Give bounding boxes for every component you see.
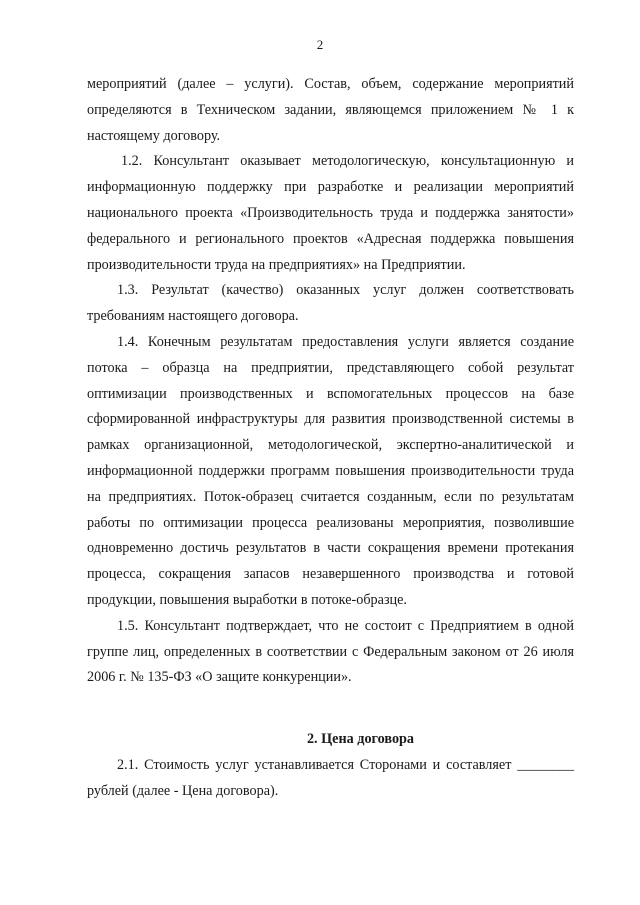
paragraph-1-2: 1.2. Консультант оказывает методологическую, консультационную и информационную поддержку при разработке и реализации мероприятий национального проекта «Производительность труда и поддержка занятости» федерального и регионального проектов «Адресная поддержка повышения производительности труда на предприятиях» на Предприятии. [87,153,574,273]
paragraph-continuation: мероприятий (далее – услуги). Состав, объем, содержание мероприятий определяются в Техническом задании, являющемся приложением № 1 к настоящему договору. [87,76,574,144]
document-body [87,72,574,805]
paragraph-1-4: 1.4. Конечным результатам предоставления услуги является создание потока – образца на предприятии, представляющего собой результат оптимизации производственных и вспомогательных процессов на базе сформированной инфраструктуры для развития производственной системы в рамках организационной, методологической, экспертно-аналитической и информационной поддержки программ повышения производительности труда на предприятиях. Поток-образец считается созданным, если по результатам работы по оптимизации процесса реализованы мероприятия, позволившие одновременно достичь результатов в части сокращения времени протекания процесса, сокращения запасов незавершенного производства и готовой продукции, повышения выработки в потоке-образце. [87,333,574,608]
page-number: 2 [316,37,324,52]
section-2-heading: 2. Цена договора [306,731,415,748]
paragraph-2-1: 2.1. Стоимость услуг устанавливается Сторонами и составляет ________ рублей (далее - Цена договора). [87,756,574,799]
paragraph-1-3: 1.3. Результат (качество) оказанных услуг должен соответствовать требованиям настоящего договора. [87,282,574,325]
paragraph-1-5: 1.5. Консультант подтверждает, что не состоит с Предприятием в одной группе лиц, определенных в соответствии с Федеральным законом от 26 июля 2006 г. № 135-ФЗ «О защите конкуренции». [87,617,574,686]
